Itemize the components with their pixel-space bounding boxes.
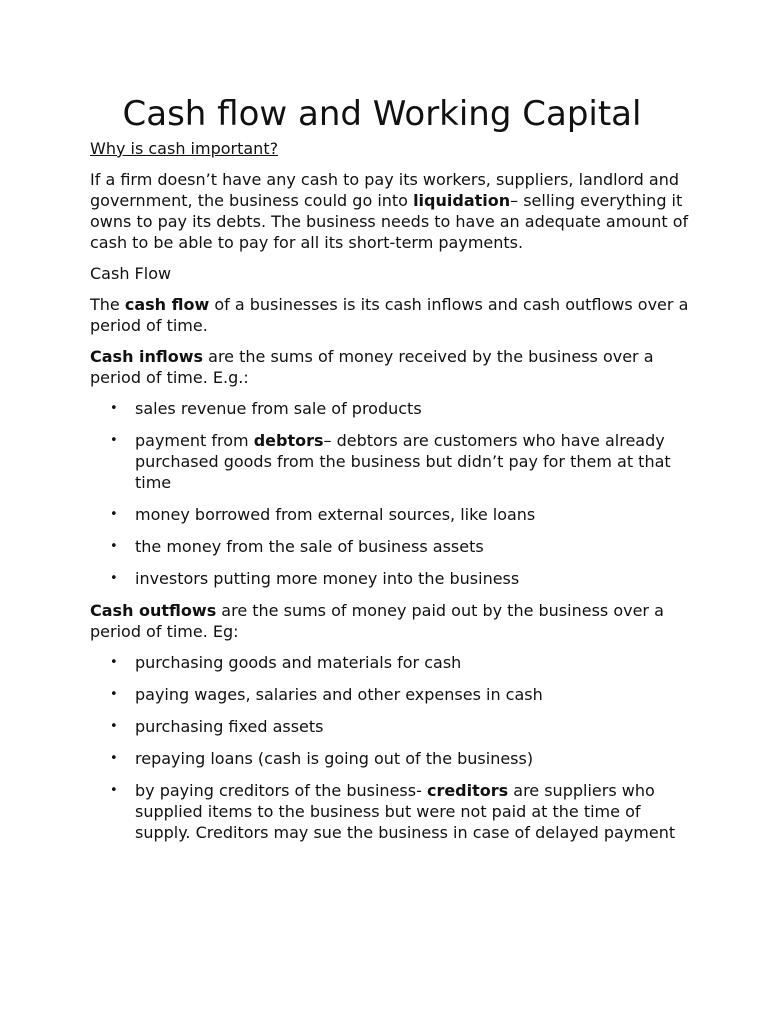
document-title: Cash flow and Working Capital <box>122 94 642 134</box>
text-run: payment from <box>135 431 254 450</box>
section-heading-cash-flow: Cash Flow <box>90 264 172 283</box>
list-item: • paying wages, salaries and other expenses in cash <box>135 684 690 705</box>
list-item: • the money from the sale of business assets <box>135 536 690 557</box>
text-run: – selling everything it owns to pay its debts. The business needs to have an adequate amount of cash to be able to pay for all its short-term payments. <box>90 191 689 252</box>
paragraph-cash-flow-definition <box>90 294 690 336</box>
list-cash-inflows <box>90 398 690 589</box>
text-run: – debtors are customers who have already purchased goods from the business but didn’t pay for them at that time <box>135 431 671 492</box>
list-item: • investors putting more money into the business <box>135 568 690 589</box>
list-item: • money borrowed from external sources, like loans <box>135 504 690 525</box>
text-run: If a firm doesn’t have any cash to pay its workers, suppliers, landlord and government, the business could go into <box>90 170 680 210</box>
text-run: by paying creditors of the business- <box>135 781 427 800</box>
paragraph-cash-inflows-intro <box>90 346 690 388</box>
term-liquidation: liquidation <box>413 191 511 210</box>
text-run: are the sums of money received by the business over a period of time. E.g.: <box>90 347 654 387</box>
term-cash-flow: cash flow <box>124 295 210 314</box>
list-item: • purchasing fixed assets <box>135 716 690 737</box>
section-heading-why-cash: Why is cash important? <box>90 139 279 158</box>
list-item: • sales revenue from sale of products <box>135 398 690 419</box>
term-creditors: creditors <box>426 781 509 800</box>
list-item <box>135 430 690 493</box>
text-run: are suppliers who supplied items to the business but were not paid at the time of supply. Creditors may sue the business in case of delayed payment <box>135 781 676 842</box>
term-debtors: debtors <box>253 431 324 450</box>
list-item <box>135 780 690 843</box>
paragraph-cash-outflows-intro <box>90 600 690 642</box>
term-cash-inflows: Cash inflows <box>90 347 204 366</box>
text-run: are the sums of money paid out by the business over a period of time. Eg: <box>90 601 664 641</box>
list-item: • repaying loans (cash is going out of the business) <box>135 748 690 769</box>
document-page <box>90 92 690 854</box>
term-cash-outflows: Cash outflows <box>90 601 217 620</box>
list-item: • purchasing goods and materials for cash <box>135 652 690 673</box>
text-run: The <box>90 295 125 314</box>
paragraph-cash-importance <box>90 169 690 253</box>
list-cash-outflows <box>90 652 690 843</box>
text-run: of a businesses is its cash inflows and cash outflows over a period of time. <box>90 295 689 335</box>
